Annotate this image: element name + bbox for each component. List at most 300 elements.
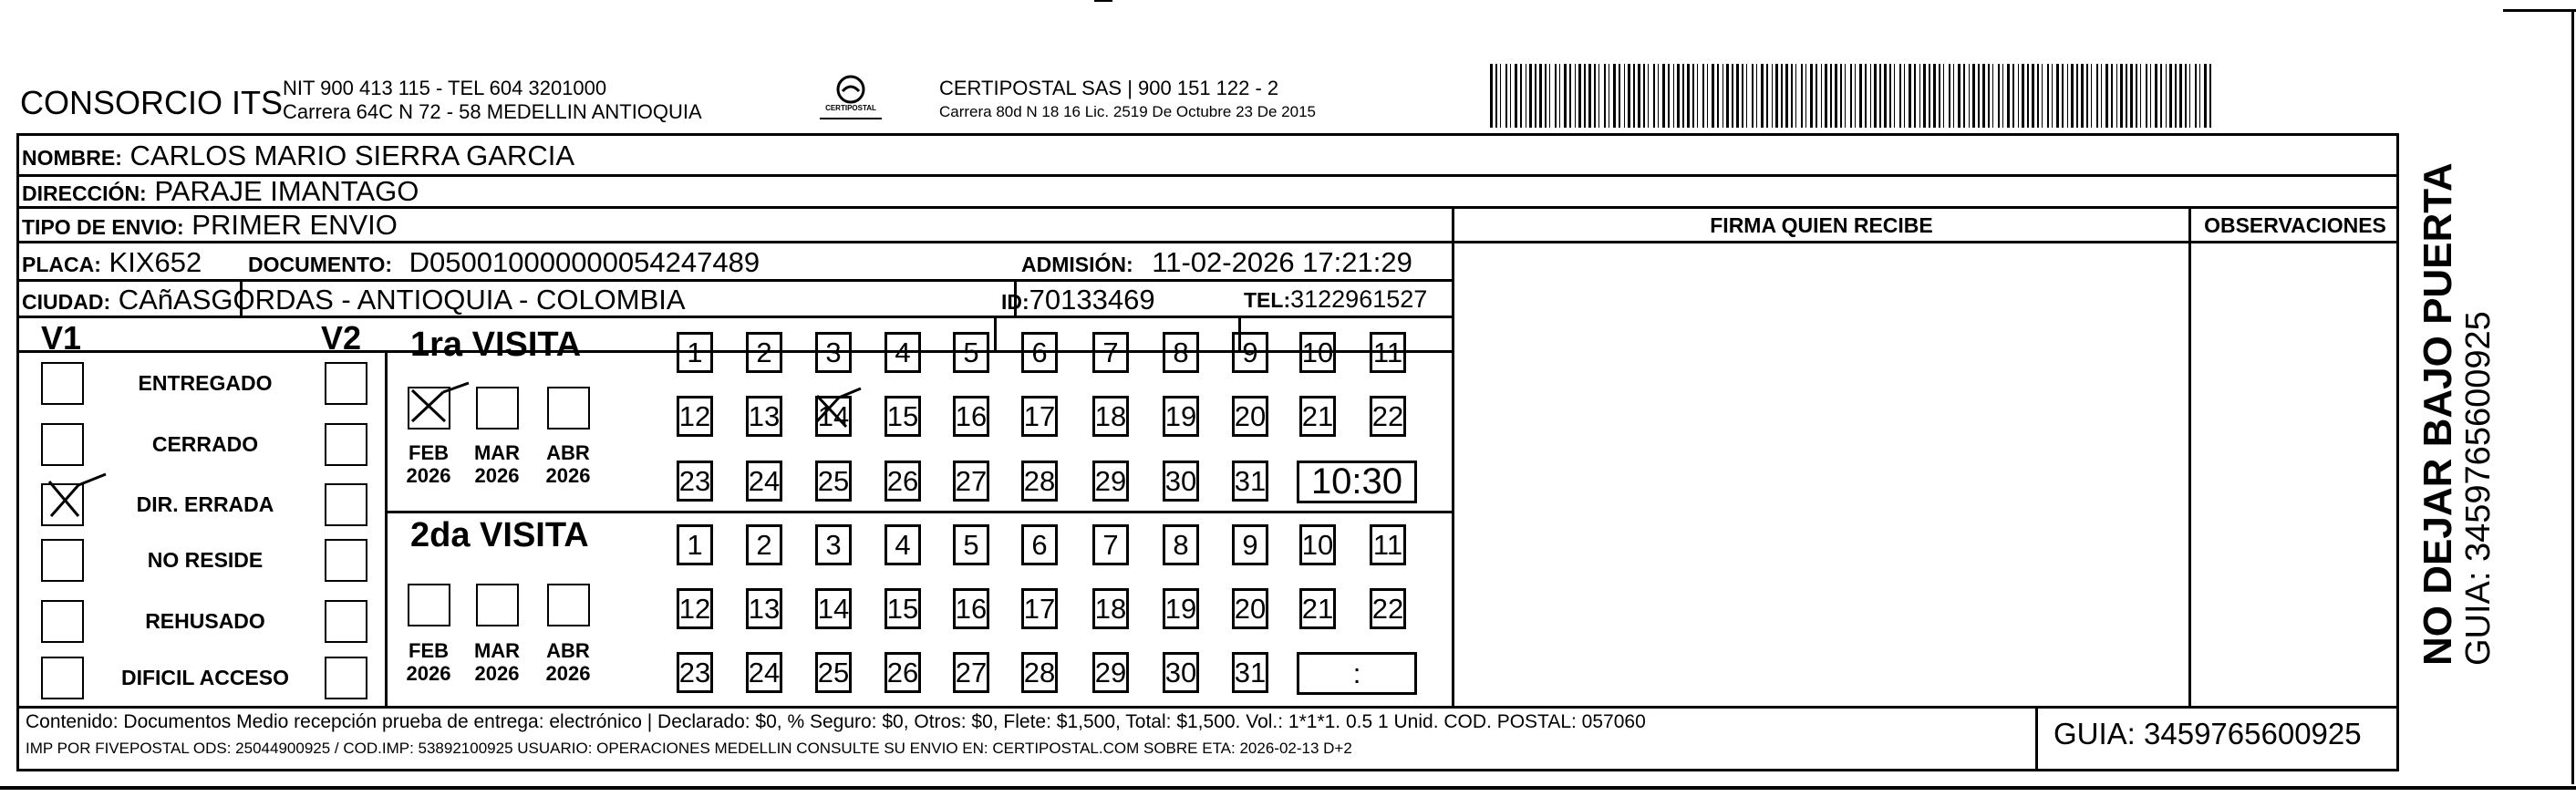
v2-checkbox[interactable] — [325, 362, 367, 405]
v1-checkbox[interactable] — [41, 657, 84, 699]
placa-label: PLACA: — [22, 253, 101, 276]
barcode-bar — [1505, 64, 1507, 128]
barcode-bar — [2052, 64, 2053, 128]
barcode-bar — [2002, 64, 2003, 128]
barcode-bar — [1742, 64, 1743, 128]
barcode-bar — [2160, 64, 2162, 128]
month-name: FEB — [409, 639, 449, 662]
month-name: ABR — [546, 441, 590, 464]
first-visit-month-label — [536, 441, 600, 487]
barcode-bar — [1662, 64, 1665, 128]
barcode-bar — [1673, 64, 1674, 128]
barcode-bar — [1816, 64, 1817, 128]
v2-checkbox[interactable] — [325, 423, 367, 466]
second-visit-month-checkbox[interactable] — [476, 584, 519, 626]
second-visit-day-checkbox[interactable]: 3 — [815, 524, 852, 565]
second-visit-day-checkbox[interactable]: 17 — [1021, 588, 1058, 629]
barcode-bar — [1619, 64, 1620, 128]
barcode-bar — [2116, 64, 2117, 128]
barcode-bar — [2067, 64, 2068, 128]
barcode-bar — [1559, 64, 1560, 128]
barcode-bar — [1865, 64, 1867, 128]
barcode-bar — [1515, 64, 1517, 128]
barcode-bar — [1539, 64, 1542, 128]
barcode-bar — [2169, 64, 2172, 128]
first-visit-day-checkbox[interactable]: 7 — [1092, 332, 1129, 373]
barcode-bar — [1490, 64, 1493, 128]
second-visit-day-checkbox[interactable]: 19 — [1163, 588, 1199, 629]
barcode-bar — [1859, 64, 1862, 128]
first-visit-day-checkbox[interactable]: 3 — [815, 332, 852, 373]
first-visit-day-checkbox[interactable]: 22 — [1370, 396, 1406, 437]
imp-text: IMP POR FIVEPOSTAL ODS: 25044900925 / COD.IMP: 53892100925 USUARIO: OPERACIONES MEDELLIN CONSULTE SU ENVIO EN: CERTIPOSTAL.COM SOBRE ETA: 2026-02-13 D+2 — [26, 740, 1352, 757]
status-label: CERRADO — [151, 432, 259, 456]
documento-row — [248, 246, 760, 279]
tipo-row — [22, 209, 398, 242]
nombre-row — [22, 140, 574, 172]
top-right-rule — [2503, 9, 2576, 12]
placa-row — [22, 246, 202, 279]
direccion-value: PARAJE IMANTAGO — [154, 175, 419, 207]
first-visit-day-checkbox[interactable]: 13 — [746, 396, 782, 437]
barcode-bar — [2105, 64, 2108, 128]
barcode-bar — [1929, 64, 1930, 128]
nombre-label: NOMBRE: — [22, 146, 122, 170]
barcode-bar — [1830, 64, 1832, 128]
month-name: MAR — [473, 441, 521, 464]
carrier-line: CERTIPOSTAL SAS | 900 151 122 - 2 — [939, 77, 1279, 99]
id-label: ID: — [1001, 290, 1029, 314]
barcode-bar — [1850, 64, 1852, 128]
barcode-bar — [2140, 64, 2141, 128]
barcode-bar — [1692, 64, 1694, 128]
second-visit-day-checkbox[interactable]: 28 — [1021, 652, 1058, 693]
first-visit-day-checkbox[interactable]: 25 — [815, 461, 852, 502]
second-visit-day-checkbox[interactable]: 2 — [746, 524, 782, 565]
guia-footer-divider — [2035, 706, 2038, 771]
barcode-bar — [1969, 64, 1970, 128]
v1-header: V1 — [41, 319, 82, 357]
barcode-bar — [2037, 64, 2039, 128]
barcode-bar — [1840, 64, 1842, 128]
second-visit-month-checkbox[interactable] — [547, 584, 590, 626]
barcode-bar — [1658, 64, 1659, 128]
direccion-label: DIRECCIÓN: — [22, 181, 147, 205]
barcode-bar — [2136, 64, 2137, 128]
barcode-bar — [1545, 64, 1547, 128]
no-dejar-bajo-puerta: NO DEJAR BAJO PUERTA — [2416, 162, 2460, 666]
barcode-bar — [1889, 64, 1891, 128]
v2-checkbox[interactable] — [325, 539, 367, 582]
barcode-bar — [1638, 64, 1640, 128]
barcode-bar — [1549, 64, 1550, 128]
observaciones-divider — [2188, 206, 2191, 708]
direccion-row — [22, 175, 419, 208]
first-visit-day-checkbox[interactable]: 18 — [1092, 396, 1129, 437]
v1-checkbox[interactable] — [41, 600, 84, 643]
v2-header: V2 — [321, 319, 362, 357]
barcode-bar — [2111, 64, 2113, 128]
first-visit-day-checkbox[interactable]: 8 — [1163, 332, 1199, 373]
barcode-bar — [1914, 64, 1916, 128]
first-visit-day-checkbox[interactable]: 4 — [885, 332, 921, 373]
side-guia: GUIA: 3459765600925 — [2459, 311, 2498, 666]
second-visit-title: 2da VISITA — [410, 516, 589, 554]
barcode-bar — [1613, 64, 1616, 128]
barcode-bar — [2042, 64, 2043, 128]
barcode-bar — [1785, 64, 1788, 128]
v1-checkbox[interactable] — [41, 362, 84, 405]
barcode-bar — [1943, 64, 1944, 128]
barcode-bar — [1697, 64, 1698, 128]
barcode-bar — [1555, 64, 1557, 128]
second-visit-day-checkbox[interactable]: 14 — [815, 588, 852, 629]
barcode-bar — [1677, 64, 1680, 128]
barcode-bar — [2032, 64, 2034, 128]
v2-checkbox[interactable] — [325, 600, 367, 643]
second-visit-month-label — [465, 639, 529, 685]
barcode-bar — [1761, 64, 1764, 128]
first-visit-day-checkbox[interactable]: 20 — [1232, 396, 1268, 437]
barcode-bar — [2076, 64, 2078, 128]
second-visit-day-checkbox[interactable]: 5 — [953, 524, 989, 565]
barcode-bar — [1653, 64, 1655, 128]
first-visit-month-label — [397, 441, 460, 487]
ciudad-value: CAñASGORDAS - ANTIOQUIA - COLOMBIA — [118, 284, 686, 316]
first-visit-day-checkbox[interactable]: 30 — [1163, 461, 1199, 502]
firma-label: FIRMA QUIEN RECIBE — [1710, 213, 1933, 237]
first-visit-day-checkbox[interactable]: 14 — [815, 396, 852, 437]
first-visit-month-checkbox[interactable] — [547, 387, 590, 430]
first-visit-day-checkbox[interactable]: 12 — [677, 396, 713, 437]
second-visit-day-checkbox[interactable]: 31 — [1232, 652, 1268, 693]
observaciones-label: OBSERVACIONES — [2204, 213, 2386, 237]
status-label: DIFICIL ACCESO — [120, 666, 289, 689]
barcode-bar — [2146, 64, 2147, 128]
first-visit-day-checkbox[interactable]: 16 — [953, 396, 989, 437]
footer-divider — [16, 706, 2399, 709]
barcode-bar — [1772, 64, 1773, 128]
logo-text: CERTIPOSTAL — [825, 104, 876, 112]
barcode-bar — [2209, 64, 2211, 128]
barcode-bar — [1855, 64, 1856, 128]
barcode-bar — [2096, 64, 2098, 128]
second-visit-time-field[interactable]: : — [1297, 652, 1417, 695]
carrier-info — [939, 77, 1316, 124]
nit-line: NIT 900 413 115 - TEL 604 3201000 — [283, 77, 607, 99]
second-visit-day-checkbox[interactable]: 15 — [885, 588, 921, 629]
first-visit-day-checkbox[interactable]: 5 — [953, 332, 989, 373]
barcode-bar — [1668, 64, 1670, 128]
v2-checkbox[interactable] — [325, 657, 367, 699]
barcode-bar — [1500, 64, 1501, 128]
barcode-bar — [2166, 64, 2167, 128]
barcode-bar — [2155, 64, 2157, 128]
barcode-bar — [1939, 64, 1940, 128]
barcode-bar — [1687, 64, 1690, 128]
barcode-bar — [1810, 64, 1813, 128]
barcode-bar — [1535, 64, 1536, 128]
second-visit-day-checkbox[interactable]: 20 — [1232, 588, 1268, 629]
barcode-bar — [1958, 64, 1960, 128]
second-visit-day-checkbox[interactable]: 21 — [1299, 588, 1336, 629]
second-visit-day-checkbox[interactable]: 24 — [746, 652, 782, 693]
second-visit-day-checkbox[interactable]: 26 — [885, 652, 921, 693]
ciudad-label: CIUDAD: — [22, 290, 111, 314]
barcode-bar — [1879, 64, 1881, 128]
barcode-bar — [1510, 64, 1511, 128]
barcode-bar — [1949, 64, 1950, 128]
first-visit-month-checkbox[interactable] — [408, 387, 450, 430]
barcode-bar — [2199, 64, 2200, 128]
barcode-bar — [2047, 64, 2049, 128]
certipostal-logo-icon — [814, 73, 887, 124]
second-visit-month-checkbox[interactable] — [408, 584, 450, 626]
admision-value: 11-02-2026 17:21:29 — [1152, 246, 1412, 278]
second-visit-day-checkbox[interactable]: 22 — [1370, 588, 1406, 629]
second-visit-month-label — [397, 639, 460, 685]
certipostal-logo — [814, 73, 887, 124]
barcode-bar — [1569, 64, 1571, 128]
barcode-bar — [2204, 64, 2207, 128]
ciudad-row — [22, 284, 686, 316]
second-visit-day-checkbox[interactable]: 12 — [677, 588, 713, 629]
month-name: FEB — [409, 441, 449, 464]
barcode-bar — [1982, 64, 1985, 128]
barcode-bar — [2018, 64, 2019, 128]
first-visit-day-checkbox[interactable]: 27 — [953, 461, 989, 502]
barcode-bar — [1752, 64, 1754, 128]
barcode — [1488, 64, 2218, 128]
contenido-text: Contenido: Documentos Medio recepción prueba de entrega: electrónico | Declarado: $0, % Seguro: $0, Otros: $0, Flete: $1,500, Total: $1,500. Vol.: 1*1*1. 0.5 1 Unid. COD. POSTAL: 057060 — [26, 711, 1646, 732]
barcode-bar — [1746, 64, 1747, 128]
second-visit-day-checkbox[interactable]: 1 — [677, 524, 713, 565]
barcode-bar — [1736, 64, 1739, 128]
barcode-bar — [2101, 64, 2102, 128]
barcode-bar — [1643, 64, 1645, 128]
second-visit-day-checkbox[interactable]: 29 — [1092, 652, 1129, 693]
barcode-bar — [1953, 64, 1954, 128]
id-row — [1001, 284, 1155, 316]
barcode-bar — [1707, 64, 1708, 128]
first-visit-day-checkbox[interactable]: 6 — [1021, 332, 1058, 373]
month-year: 2026 — [545, 464, 591, 487]
first-visit-day-checkbox[interactable]: 2 — [746, 332, 782, 373]
barcode-bar — [1835, 64, 1837, 128]
row-divider — [16, 279, 1454, 282]
barcode-bar — [2195, 64, 2197, 128]
barcode-bar — [1682, 64, 1684, 128]
second-visit-day-checkbox[interactable]: 7 — [1092, 524, 1129, 565]
first-visit-day-checkbox[interactable]: 10 — [1299, 332, 1336, 373]
barcode-bar — [2071, 64, 2074, 128]
barcode-bar — [1992, 64, 1993, 128]
second-visit-day-checkbox[interactable]: 30 — [1163, 652, 1199, 693]
first-visit-day-checkbox[interactable]: 23 — [677, 461, 713, 502]
barcode-bar — [1963, 64, 1965, 128]
barcode-bar — [1598, 64, 1599, 128]
carrier-address: Carrera 80d N 18 16 Lic. 2519 De Octubre 23 De 2015 — [939, 103, 1316, 120]
first-visit-day-checkbox[interactable]: 29 — [1092, 461, 1129, 502]
first-visit-day-checkbox[interactable]: 24 — [746, 461, 782, 502]
barcode-bar — [1988, 64, 1990, 128]
company-name: CONSORCIO ITS — [20, 84, 284, 121]
barcode-bar — [2086, 64, 2088, 128]
barcode-bar — [1594, 64, 1596, 128]
first-visit-day-checkbox[interactable]: 26 — [885, 461, 921, 502]
status-label: ENTREGADO — [138, 371, 273, 395]
barcode-bar — [1874, 64, 1877, 128]
barcode-bar — [1702, 64, 1704, 128]
second-visit-day-checkbox[interactable]: 16 — [953, 588, 989, 629]
second-visit-day-checkbox[interactable]: 10 — [1299, 524, 1336, 565]
barcode-bar — [1919, 64, 1920, 128]
nombre-value: CARLOS MARIO SIERRA GARCIA — [129, 140, 575, 171]
barcode-bar — [1978, 64, 1980, 128]
tel-row — [1244, 285, 1427, 314]
barcode-bar — [2007, 64, 2010, 128]
month-name: MAR — [473, 639, 521, 662]
barcode-bar — [1801, 64, 1803, 128]
month-year: 2026 — [545, 662, 591, 685]
barcode-bar — [1633, 64, 1635, 128]
first-visit-day-checkbox[interactable]: 11 — [1370, 332, 1406, 373]
barcode-bar — [1712, 64, 1714, 128]
id-divider — [994, 316, 997, 352]
barcode-bar — [1529, 64, 1532, 128]
documento-value: D050010000000054247489 — [409, 246, 760, 278]
status-label: NO RESIDE — [147, 548, 264, 572]
firma-left-divider — [1452, 206, 1454, 708]
v1-checkbox[interactable] — [41, 539, 84, 582]
second-visit-month-label — [536, 639, 600, 685]
barcode-bar — [1495, 64, 1497, 128]
first-visit-title: 1ra VISITA — [410, 326, 582, 364]
barcode-bar — [2179, 64, 2182, 128]
barcode-bar — [2150, 64, 2151, 128]
barcode-bar — [1909, 64, 1911, 128]
barcode-bar — [2175, 64, 2177, 128]
barcode-bar — [1781, 64, 1783, 128]
barcode-bar — [2120, 64, 2123, 128]
status-divider — [385, 350, 388, 708]
barcode-bar — [1732, 64, 1733, 128]
barcode-bar — [2022, 64, 2024, 128]
first-visit-day-checkbox[interactable]: 31 — [1232, 461, 1268, 502]
address-line: Carrera 64C N 72 - 58 MEDELLIN ANTIOQUIA — [283, 100, 702, 123]
id-value: 70133469 — [1029, 284, 1155, 316]
tel-label: TEL: — [1244, 288, 1291, 312]
second-visit-day-checkbox[interactable]: 23 — [677, 652, 713, 693]
top-rule — [1094, 0, 1112, 2]
second-visit-day-checkbox[interactable]: 9 — [1232, 524, 1268, 565]
first-visit-day-checkbox[interactable]: 17 — [1021, 396, 1058, 437]
v1-checkbox[interactable] — [41, 483, 84, 526]
barcode-bar — [2091, 64, 2092, 128]
barcode-bar — [1972, 64, 1975, 128]
status-label: REHUSADO — [145, 609, 265, 633]
second-visit-day-checkbox[interactable]: 25 — [815, 652, 852, 693]
second-visit-day-checkbox[interactable]: 8 — [1163, 524, 1199, 565]
month-name: ABR — [546, 639, 590, 662]
barcode-bar — [1904, 64, 1905, 128]
company-info — [283, 77, 702, 124]
barcode-bar — [1575, 64, 1576, 128]
barcode-image — [1488, 64, 2218, 128]
barcode-bar — [1923, 64, 1926, 128]
month-year: 2026 — [474, 464, 520, 487]
first-visit-day-checkbox[interactable]: 9 — [1232, 332, 1268, 373]
status-label: DIR. ERRADA — [136, 492, 274, 516]
barcode-bar — [1648, 64, 1649, 128]
bottom-rule — [0, 786, 2576, 790]
documento-label: DOCUMENTO: — [248, 253, 393, 276]
barcode-bar — [1578, 64, 1581, 128]
admision-label: ADMISIÓN: — [1021, 253, 1133, 276]
barcode-bar — [1998, 64, 2000, 128]
barcode-bar — [1726, 64, 1729, 128]
barcode-bar — [1604, 64, 1606, 128]
first-visit-day-checkbox[interactable]: 15 — [885, 396, 921, 437]
barcode-bar — [1584, 64, 1586, 128]
second-visit-day-checkbox[interactable]: 27 — [953, 652, 989, 693]
v2-checkbox[interactable] — [325, 483, 367, 526]
tipo-label: TIPO DE ENVIO: — [22, 215, 184, 239]
first-visit-day-checkbox[interactable]: 1 — [677, 332, 713, 373]
visit-divider — [385, 511, 1454, 513]
barcode-bar — [2081, 64, 2084, 128]
month-year: 2026 — [406, 662, 451, 685]
first-visit-day-checkbox[interactable]: 28 — [1021, 461, 1058, 502]
guia-footer: GUIA: 3459765600925 — [2054, 717, 2362, 750]
second-visit-day-checkbox[interactable]: 11 — [1370, 524, 1406, 565]
barcode-bar — [1756, 64, 1757, 128]
barcode-bar — [2130, 64, 2133, 128]
first-visit-time-field[interactable]: 10:30 — [1297, 461, 1417, 503]
month-year: 2026 — [474, 662, 520, 685]
barcode-bar — [2056, 64, 2059, 128]
first-visit-day-checkbox[interactable]: 19 — [1163, 396, 1199, 437]
barcode-bar — [1564, 64, 1567, 128]
barcode-bar — [1766, 64, 1768, 128]
v1-checkbox[interactable] — [41, 423, 84, 466]
barcode-bar — [2189, 64, 2190, 128]
barcode-bar — [1795, 64, 1796, 128]
first-visit-month-checkbox[interactable] — [476, 387, 519, 430]
barcode-bar — [1884, 64, 1887, 128]
placa-value: KIX652 — [109, 246, 202, 278]
first-visit-month-label — [465, 441, 529, 487]
barcode-bar — [1588, 64, 1591, 128]
second-visit-day-checkbox[interactable]: 18 — [1092, 588, 1129, 629]
tel-value: 3122961527 — [1290, 285, 1428, 313]
barcode-bar — [2126, 64, 2127, 128]
side-text — [2416, 162, 2497, 666]
barcode-bar — [1775, 64, 1778, 128]
admision-row — [1021, 246, 1412, 279]
barcode-bar — [1894, 64, 1895, 128]
second-visit-day-checkbox[interactable]: 13 — [746, 588, 782, 629]
second-visit-day-checkbox[interactable]: 4 — [885, 524, 921, 565]
barcode-bar — [1791, 64, 1793, 128]
barcode-bar — [1870, 64, 1871, 128]
barcode-bar — [1628, 64, 1630, 128]
month-year: 2026 — [406, 464, 451, 487]
first-visit-day-checkbox[interactable]: 21 — [1299, 396, 1336, 437]
second-visit-day-checkbox[interactable]: 6 — [1021, 524, 1058, 565]
barcode-bar — [1624, 64, 1625, 128]
barcode-bar — [1805, 64, 1806, 128]
